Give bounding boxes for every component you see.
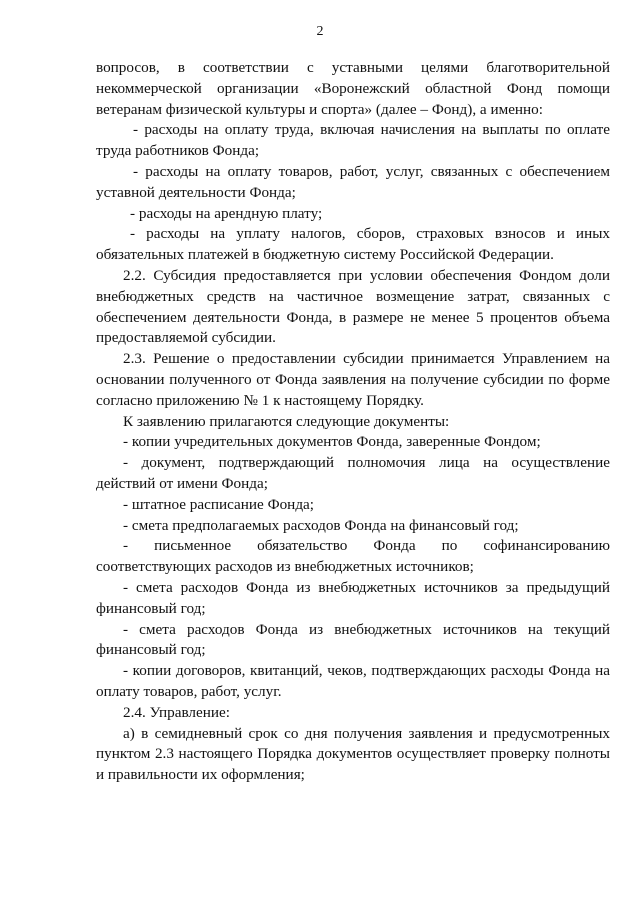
paragraph: - копии учредительных документов Фонда, заверенные Фондом; (123, 433, 541, 451)
paragraph: 2.4. Управление: (123, 703, 230, 721)
paragraph: вопросов, в соответствии с уставными целями благотворительной некоммерческой организации «Воронежский областной Фонд помощи ветеранам физической культуры и спорта» (далее – Фонд), а именно: (96, 59, 610, 118)
paragraph: - штатное расписание Фонда; (123, 495, 315, 513)
paragraph: - смета предполагаемых расходов Фонда на финансовый год; (123, 516, 519, 534)
paragraph: - письменное обязательство Фонда по софинансированию соответствующих расходов из внебюджетных источников; (96, 537, 610, 576)
paragraph: - смета расходов Фонда из внебюджетных источников на текущий финансовый год; (96, 620, 610, 659)
paragraph: - расходы на арендную плату; (130, 204, 323, 222)
paragraph: - смета расходов Фонда из внебюджетных источников за предыдущий финансовый год; (96, 578, 610, 617)
paragraph: 2.2. Субсидия предоставляется при условии обеспечения Фондом доли внебюджетных средств на частичное возмещение затрат, связанных с обеспечением деятельности Фонда, в размере не менее 5 процентов объема предоставляемой субсидии. (96, 266, 610, 347)
page-number: 2 (316, 24, 324, 39)
document-body (96, 58, 610, 786)
paragraph: а) в семидневный срок со дня получения заявления и предусмотренных пунктом 2.3 настоящего Порядка документов осуществляет проверку полноты и правильности их оформления; (96, 724, 610, 784)
paragraph: - расходы на уплату налогов, сборов, страховых взносов и иных обязательных платежей в бюджетную систему Российской Федерации. (96, 225, 610, 264)
paragraph: - расходы на оплату труда, включая начисления на выплаты по оплате труда работников Фонда; (96, 121, 610, 160)
paragraph: 2.3. Решение о предоставлении субсидии принимается Управлением на основании полученного от Фонда заявления на получение субсидии по форме согласно приложению № 1 к настоящему Порядку. (96, 350, 610, 409)
paragraph: К заявлению прилагаются следующие документы: (123, 412, 450, 430)
paragraph: - расходы на оплату товаров, работ, услуг, связанных с обеспечением уставной деятельности Фонда; (96, 162, 610, 201)
paragraph: - документ, подтверждающий полномочия лица на осуществление действий от имени Фонда; (96, 454, 610, 492)
paragraph: - копии договоров, квитанций, чеков, подтверждающих расходы Фонда на оплату товаров, работ, услуг. (96, 662, 610, 700)
